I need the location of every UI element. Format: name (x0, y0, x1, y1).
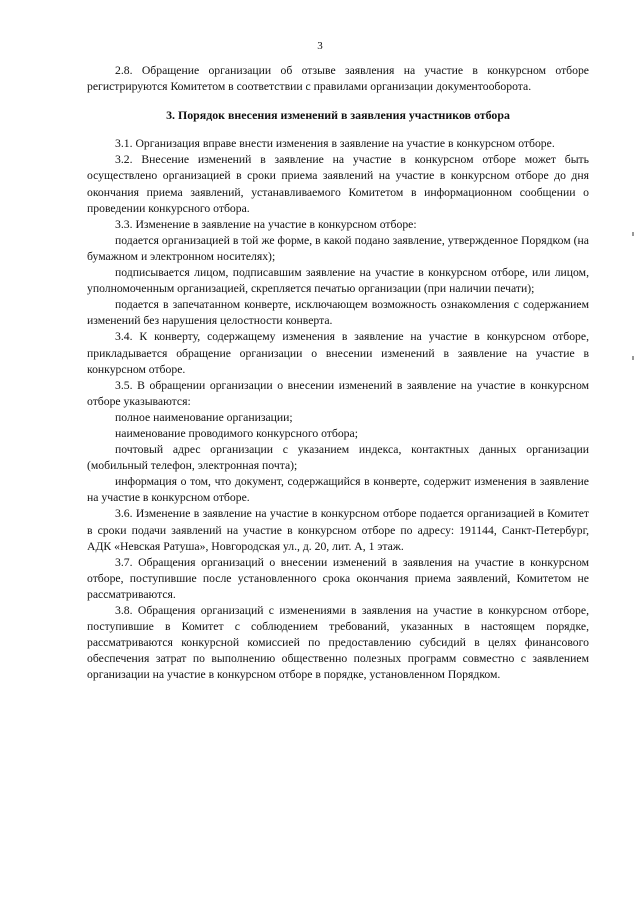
paragraph-3-3-item: подается в запечатанном конверте, исключающем возможность ознакомления с содержанием изменений без нарушения целостности конверта. (87, 298, 589, 328)
paragraph-3-5-item: наименование проводимого конкурсного отбора; (115, 426, 358, 440)
document-body (87, 63, 589, 683)
paragraph-3-6: 3.6. Изменение в заявление на участие в конкурсном отборе подается организацией в Комитет в сроки подачи заявлений на участие в конкурсном отборе по адресу: 191144, Санкт-Петербург, АДК «Невская Ратуша», Новгородская ул., д. 20, лит. А, 1 этаж. (87, 507, 589, 553)
paragraph-3-3: 3.3. Изменение в заявление на участие в конкурсном отборе: (115, 217, 417, 231)
paragraph-3-4: 3.4. К конверту, содержащему изменения в заявление на участие в конкурсном отборе, прикладывается обращение организации о внесении изменений в заявление на участие в конкурсном отборе. (87, 330, 589, 376)
paragraph-3-8: 3.8. Обращения организаций с изменениями в заявления на участие в конкурсном отборе, поступившие в Комитет с соблюдением требований, указанных в настоящем порядке, рассматриваются конкурсной комиссией по предоставлению субсидий в целях финансового обеспечения затрат по выполнению общественно полезных программ совместно с заявлением организации на участие в конкурсном отборе в порядке, установленном Порядком. (87, 604, 589, 682)
scan-mark (632, 356, 634, 360)
section-title: 3. Порядок внесения изменений в заявления участников отбора (166, 108, 510, 123)
scan-mark (632, 232, 634, 236)
paragraph-3-2: 3.2. Внесение изменений в заявление на участие в конкурсном отборе может быть осуществлено организацией в сроки приема заявлений на участие в конкурсном отборе до дня окончания приема заявлений, устанавливаемого Комитетом в информационном сообщении о проведении конкурсного отбора. (87, 153, 589, 215)
paragraph-3-7: 3.7. Обращения организаций о внесении изменений в заявления на участие в конкурсном отборе, поступившие после установленного срока окончания приема заявлений, Комитетом не рассматриваются. (87, 555, 589, 601)
paragraph-3-3-item: подается организацией в той же форме, в какой подано заявление, утвержденное Порядком (на бумажном и электронном носителях); (87, 233, 589, 263)
page-number: 3 (317, 40, 323, 52)
paragraph-3-5-item: почтовый адрес организации с указанием индекса, контактных данных организации (мобильный телефон, электронная почта); (87, 443, 589, 473)
paragraph-3-1: 3.1. Организация вправе внести изменения в заявление на участие в конкурсном отборе. (115, 137, 555, 151)
paragraph-3-5: 3.5. В обращении организации о внесении изменений в заявление на участие в конкурсном отборе указываются: (87, 378, 589, 408)
paragraph-3-3-item: подписывается лицом, подписавшим заявление на участие в конкурсном отборе, или лицом, уполномоченным организацией, скрепляется печатью организации (при наличии печати); (87, 266, 589, 296)
paragraph-3-5-item: информация о том, что документ, содержащийся в конверте, содержит изменения в заявление на участие в конкурсном отборе. (87, 475, 589, 505)
paragraph-2-8: 2.8. Обращение организации об отзыве заявления на участие в конкурсном отборе регистрируются Комитетом в соответствии с правилами организации документооборота. (87, 64, 589, 94)
paragraph-3-5-item: полное наименование организации; (115, 410, 293, 424)
